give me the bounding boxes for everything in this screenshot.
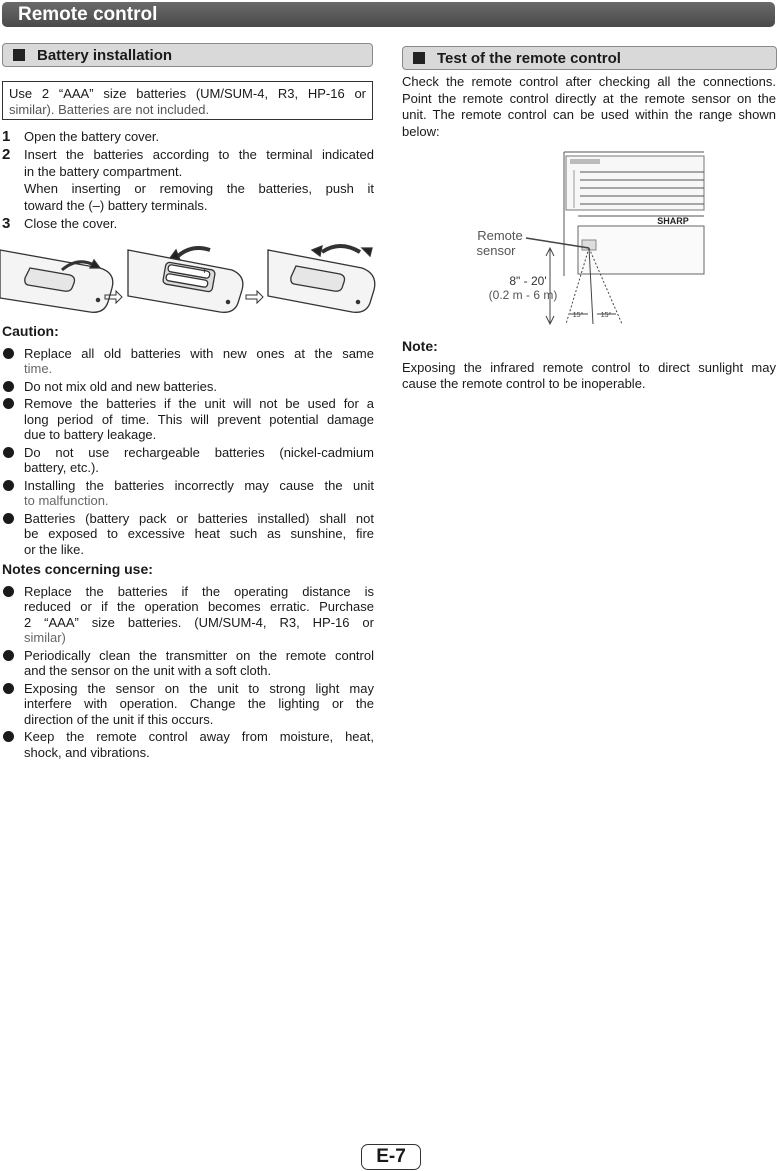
battery-note-box: Use 2 “AAA” size batteries (UM/SUM-4, R3, HP-16 or similar). Batteries are not included. (2, 81, 373, 120)
arrow-right-icon (246, 291, 263, 303)
list-item: Periodically clean the transmitter on the remote control and the sensor on the unit with a soft cloth. (2, 648, 374, 679)
sensor-label-line2: sensor (476, 243, 516, 258)
remote-open-cover-icon (0, 250, 113, 312)
remote-close-cover-icon (268, 246, 375, 312)
angle-left-label: 15° (572, 312, 584, 319)
page-number: E-7 (361, 1144, 421, 1170)
notes-concerning-use-section: Notes concerning use: Replace the batteries if the operating distance is reduced or if the operation becomes erratic. Purchase 2 “AAA” size batteries. (UM/SUM-4, R3, HP-16 or similar) Periodically clean the transmitter on the remote control and the sensor on the unit with a soft cloth. Exposing the sensor on the unit to strong light may interfere with operation. Change the lighting or the direction of the unit if this occurs. Keep the remote control away from moisture, heat, shock, and vibrations. (2, 561, 374, 760)
list-item: Replace all old batteries with new ones at the same time. (2, 346, 374, 377)
list-item: Installing the batteries incorrectly may cause the unit to malfunction. (2, 478, 374, 509)
battery-installation-heading: Battery installation (2, 43, 373, 67)
square-bullet-icon (13, 49, 25, 61)
unit-front-panel (564, 152, 704, 276)
square-bullet-icon (413, 52, 425, 64)
battery-installation-illustration (0, 240, 376, 315)
range-feet-label: 8" - 20' (509, 274, 547, 288)
battery-steps (2, 128, 374, 232)
remote-range-diagram (470, 150, 710, 330)
range-meters-label: (0.2 m - 6 m) (488, 288, 558, 302)
step-1: 1 Open the battery cover. (2, 128, 160, 145)
remote-insert-batteries-icon (128, 248, 243, 312)
list-item: Do not mix old and new batteries. (2, 379, 374, 395)
page-title: Remote control (18, 4, 158, 25)
caution-section: Caution: Replace all old batteries with new ones at the same time. Do not mix old and new batteries. Remove the batteries if the unit will not be used for a long period of time. This will prevent potential damage due to battery leakage. Do not use rechargeable batteries (nickel-cadmium battery, etc.). Installing the batteries incorrectly may cause the unit to malfunction. Batteries (battery pack or batteries installed) shall not be exposed to excessive heat such as sunshine, fire or the like. (2, 323, 374, 557)
test-note: Note: Exposing the infrared remote control to direct sunlight may cause the remote control to be inoperable. (402, 338, 776, 391)
list-item: Batteries (battery pack or batteries installed) shall not be exposed to excessive heat such as sunshine, fire or the like. (2, 511, 374, 558)
sensor-label-line1: Remote (477, 228, 523, 243)
angle-right-label: 15° (600, 312, 612, 319)
list-item: Remove the batteries if the unit will not be used for a long period of time. This will prevent potential damage due to battery leakage. (2, 396, 374, 443)
unit-logo-icon (570, 159, 600, 164)
list-item: Replace the batteries if the operating distance is reduced or if the operation becomes erratic. Purchase 2 “AAA” size batteries. (UM/SUM-4, R3, HP-16 or similar) (2, 584, 374, 646)
list-item: Exposing the sensor on the unit to strong light may interfere with operation. Change the lighting or the direction of the unit if this occurs. (2, 681, 374, 728)
step-3: 3 Close the cover. (2, 215, 118, 232)
page-title-bar (2, 2, 775, 27)
brand-logo: SHARP (657, 216, 689, 226)
test-intro: Check the remote control after checking all the connections. Point the remote control directly at the remote sensor on the unit. The remote control can be used within the range shown below: (402, 74, 776, 139)
step-2: 2 Insert the batteries according to the terminal indicated in the battery compartment. When inserting or removing the batteries, push it toward the (–) battery terminals. (2, 146, 374, 213)
test-remote-heading: Test of the remote control (402, 46, 777, 70)
list-item: Keep the remote control away from moisture, heat, shock, and vibrations. (2, 729, 374, 760)
list-item: Do not use rechargeable batteries (nickel-cadmium battery, etc.). (2, 445, 374, 476)
svg-text:+: + (202, 266, 208, 276)
